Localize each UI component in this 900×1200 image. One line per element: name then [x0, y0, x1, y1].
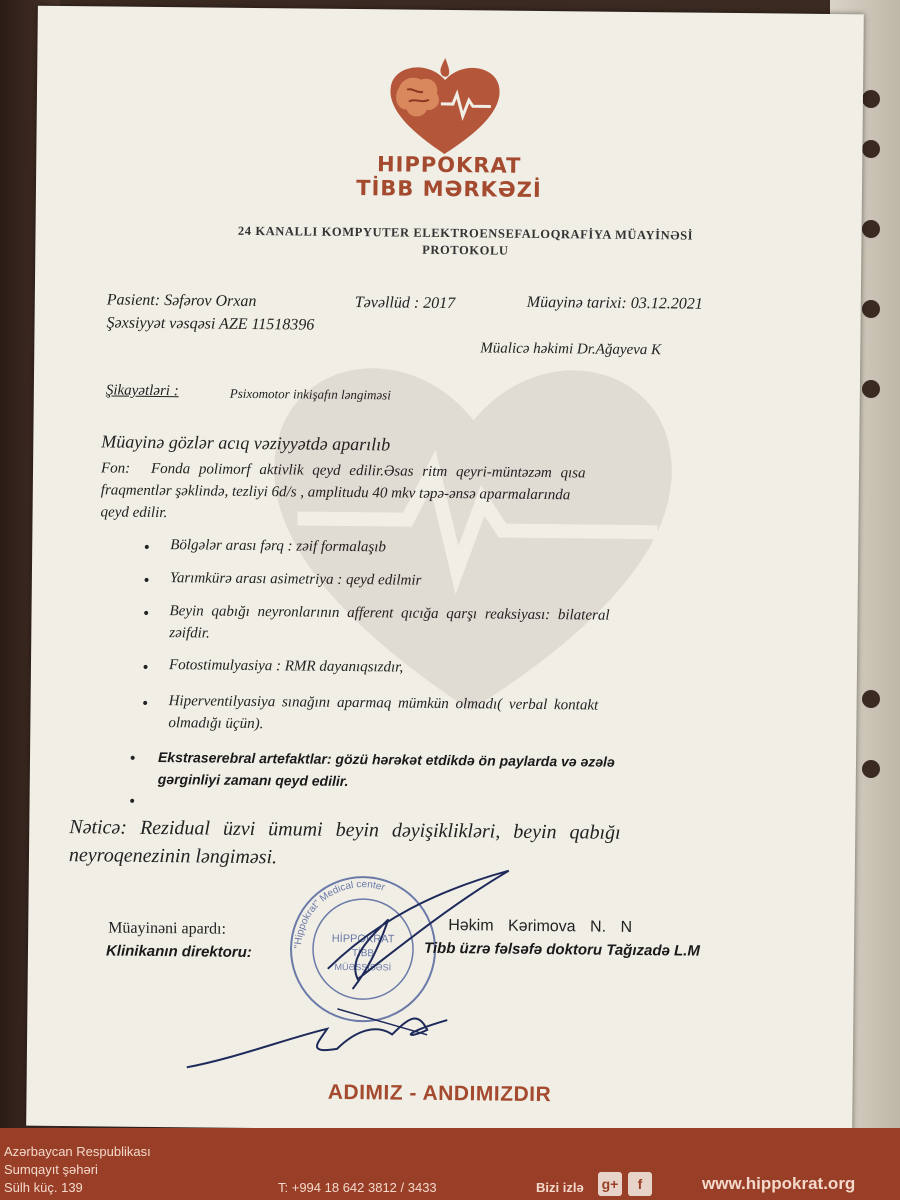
finding-item: Fotostimulyasiya : RMR dayanıqsızdır,: [168, 657, 404, 676]
bullet-icon: •: [143, 571, 150, 589]
director-name: Tibb üzrə fəlsəfə doktoru Tağızadə L.M: [423, 939, 700, 960]
stamp-center-line1: HİPPOKRAT: [331, 932, 395, 946]
address-line3: Sülh küç. 139: [4, 1180, 83, 1195]
finding-item: Yarımkürə arası asimetriya : qeyd edilmir: [169, 570, 422, 589]
document-page: [26, 6, 864, 1135]
bullet-icon: •: [129, 749, 136, 767]
stamp-ring-text: "Hippokrat" Medical center: [293, 879, 387, 949]
bullet-icon: •: [144, 538, 150, 556]
punch-hole: [862, 380, 880, 398]
website-link[interactable]: www.hippokrat.org: [702, 1174, 856, 1193]
google-plus-icon[interactable]: g+: [598, 1172, 622, 1196]
footer-bar: [0, 1128, 900, 1200]
document-title: 24 KANALLI KOMPYUTER ELEKTROENSEFALOQRAFİYA MÜAYİNƏSİ: [237, 223, 694, 243]
phone-number: T: +994 18 642 3812 / 3433: [278, 1180, 437, 1195]
stamp-center-line3: MÜƏSSİSƏSİ: [334, 961, 392, 973]
conclusion-line1: Nəticə: Rezidual üzvi ümumi beyin dəyişiklikləri, beyin qabığı: [69, 816, 621, 844]
patient-name: Pasient: Səfərov Orxan: [106, 291, 257, 311]
director-label: Klinikanın direktoru:: [105, 942, 252, 961]
document-title-line2: PROTOKOLU: [422, 242, 509, 258]
bullet-icon: •: [129, 792, 135, 810]
finding-item: Bölgələr arası fərq : zəif formalaşıb: [170, 537, 387, 556]
background-text-line3: qeyd edilir.: [100, 504, 168, 522]
complaints-text: Psixomotor inkişafın ləngiməsi: [229, 385, 391, 403]
artifacts-line2: gərginliyi zamanı qeyd edilir.: [157, 771, 349, 789]
punch-hole: [862, 760, 880, 778]
address-line1: Azərbaycan Respublikası: [4, 1144, 151, 1159]
background-text-line2: fraqmentlər şəklində, tezliyi 6d/s , amplitudu 40 mkv təpə-ənsə aparmalarında: [100, 482, 571, 504]
bullet-icon: •: [142, 658, 149, 676]
id-card: Şəxsiyyət vəsqəsi AZE 11518396: [106, 314, 315, 334]
facebook-icon[interactable]: f: [628, 1172, 652, 1196]
hippokrat-logo-icon: [386, 57, 503, 158]
artifacts-line1: Ekstraserebral artefaktlar: gözü hərəkət etdikdə ön paylarda və əzələ: [157, 749, 615, 770]
motto: ADIMIZ - ANDIMIZDIR: [327, 1080, 552, 1107]
finding-item-line2: zəifdir.: [169, 625, 210, 642]
address-line2: Sumqayıt şəhəri: [4, 1162, 98, 1177]
stamp-center-line2: TİBB: [351, 948, 375, 960]
bullet-icon: •: [142, 694, 148, 712]
exam-date: Müayinə tarixi: 03.12.2021: [526, 293, 703, 313]
punch-hole: [862, 690, 880, 708]
bullet-icon: •: [143, 604, 149, 622]
finding-item: Hiperventilyasiya sınağını aparmaq mümkün olmadı( verbal kontakt: [168, 693, 599, 714]
performed-by-label: Müayinəni apardı:: [108, 919, 227, 938]
complaints-label: Şikayətləri :: [105, 382, 179, 400]
finding-item-line2: olmadığı üçün).: [168, 715, 264, 733]
patient-birth: Təvəllüd : 2017: [354, 294, 456, 313]
punch-hole: [862, 300, 880, 318]
treating-doctor: Müalicə həkimi Dr.Ağayeva K: [480, 340, 662, 359]
clinic-name-line2: TİBB MƏRKƏZİ: [356, 176, 542, 202]
background-text-line1: Fonda polimorf aktivlik qeyd edilir.Əsas ritm qeyri-müntəzəm qısa: [150, 460, 586, 482]
punch-hole: [862, 140, 880, 158]
follow-us-label: Bizi izlə: [536, 1180, 584, 1195]
punch-hole: [862, 90, 880, 108]
performed-by-name: Həkim Kərimova N. N: [448, 917, 633, 936]
clinic-name-line1: HIPPOKRAT: [376, 152, 522, 178]
finding-item: Beyin qabığı neyronlarının afferent qıcığa qarşı reaksiyası: bilateral: [169, 603, 610, 624]
exam-heading: Müayinə gözlər acıq vəziyyətdə aparılıb: [101, 431, 391, 455]
handwritten-signature-icon: [177, 857, 539, 1091]
conclusion-line2: neyroqenezinin ləngiməsi.: [68, 844, 278, 869]
background-label: Fon:: [100, 460, 131, 477]
punch-hole: [862, 220, 880, 238]
